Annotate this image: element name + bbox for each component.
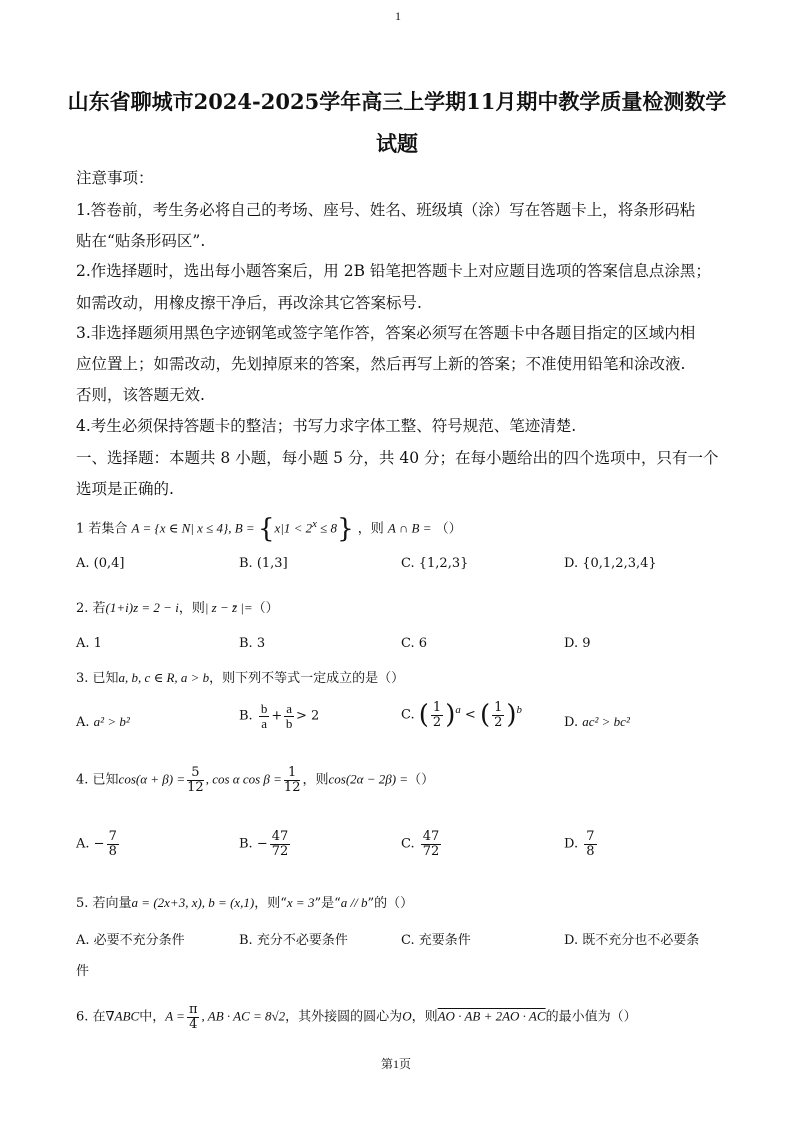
frac-den: b — [285, 715, 293, 731]
q3-cond: a, b, c ∈ R, a > b — [118, 670, 210, 685]
q3-frac-b-a — [259, 702, 270, 730]
paren-open: ( — [479, 700, 491, 730]
frac-num: 1 — [284, 766, 301, 781]
q1-option-a[interactable]: A. (0,4] — [76, 556, 125, 571]
q4-opt-b-frac — [270, 830, 291, 858]
q3-prefix: 3. 已知 — [76, 671, 119, 686]
q4-option-d[interactable] — [564, 830, 599, 858]
q1-brace-close: } — [337, 514, 354, 544]
frac-num: 7 — [586, 829, 595, 844]
q3-exp-b: b — [516, 704, 522, 717]
q6-dot: , AB · AC = 8√2 — [201, 1008, 286, 1024]
q3-opt-d-label: D. — [564, 715, 579, 730]
q3-option-c[interactable]: C. ( $\frac{1}{2}$ )$^a$ < ( $\frac{1}{2}$ )$^b$ — [401, 699, 522, 730]
note-4: 4.考生必须保持答题卡的整洁；书写力求字体工整、符号规范、笔迹清楚. — [76, 417, 577, 435]
q1-then: ，则 — [357, 521, 384, 537]
q5-mid: ，则“ — [254, 896, 287, 911]
q3-exp-a: a — [455, 704, 461, 717]
note-2b: 如需改动，用橡皮擦干净后，再改涂其它答案标号. — [76, 294, 422, 312]
paren-close: ) — [506, 700, 517, 730]
q6-A: A = — [165, 1008, 185, 1024]
q4-opt-d-frac — [584, 830, 596, 858]
section-heading: 一、选择题：本题共 8 小题，每小题 5 分，共 40 分；在每小题给出的四个选项中，只有一个 — [76, 449, 719, 467]
q4-target: cos(2α − 2β) = — [328, 771, 409, 787]
q4-opt-a-frac — [107, 830, 119, 858]
q6-text: ，其外接圆的圆心为 — [285, 1009, 403, 1025]
q4-cos2: , cos α cos β = — [205, 771, 282, 787]
q2-paren: （） — [252, 601, 279, 616]
frac-den: 12 — [187, 779, 204, 795]
q1-option-b[interactable]: B. (1,3] — [239, 556, 288, 571]
q3-opt-b-tail: > 2 — [296, 708, 320, 724]
q1-exp: x — [312, 518, 317, 531]
q1-setA: A = {x ∈ N| x ≤ 4}, B = — [131, 520, 258, 536]
q2-option-d[interactable]: D. 9 — [564, 636, 591, 651]
q4-then: ，则 — [302, 772, 329, 788]
q1-paren: （） — [435, 521, 462, 537]
q6-then: ，则 — [411, 1009, 438, 1025]
frac-den: 2 — [494, 714, 503, 730]
q3-option-a[interactable] — [76, 714, 130, 730]
q5-parallel: a // b — [340, 895, 368, 910]
frac-num: 5 — [187, 766, 204, 781]
q1-brace-open: { — [257, 514, 275, 544]
q4-option-a[interactable] — [76, 830, 121, 858]
q3-opt-d-expr: ac² > bc² — [582, 714, 630, 729]
q4-cos1: cos(α + β) = — [118, 771, 186, 787]
frac-num: 1 — [494, 699, 503, 715]
note-1b: 贴在“贴条形码区”. — [76, 232, 206, 250]
q5-vec: a = (2x+3, x), b = (x,1) — [131, 895, 255, 910]
note-1a: 1.答卷前，考生务必将自己的考场、座号、姓名、班级填（涂）写在答题卡上，将条形码粘 — [76, 201, 696, 219]
q6-pi-frac — [187, 1003, 200, 1031]
question-4 — [76, 766, 434, 794]
frac-den: 8 — [108, 843, 117, 859]
note-3a: 3.非选择题须用黑色字迹钢笔或签字笔作答，答案必须写在答题卡中各题目指定的区域内相 — [76, 324, 696, 342]
q5-option-b[interactable]: B. 充分不必要条件 — [239, 933, 348, 948]
q2-abs: | z − z̄ |= — [204, 600, 253, 615]
q3-opt-a-expr: a² > b² — [93, 714, 130, 729]
frac-den: 4 — [189, 1016, 198, 1032]
q1-prefix: 1 若集合 — [76, 521, 128, 537]
q4-prefix: 4. 已知 — [76, 772, 119, 788]
q4-opt-c-label: C. — [401, 836, 415, 852]
q5-option-a[interactable]: A. 必要不充分条件 — [76, 933, 185, 948]
q3-opt-a-label: A. — [76, 715, 90, 730]
q6-O: O — [402, 1008, 412, 1024]
q2-option-b[interactable]: B. 3 — [239, 636, 266, 651]
question-5 — [76, 892, 413, 911]
frac-num: 1 — [432, 699, 442, 715]
frac-num: π — [188, 1002, 198, 1017]
section-heading-line2: 选项是正确的. — [76, 480, 174, 498]
frac-num: b — [260, 701, 268, 716]
q1-setB-tail: ≤ 8 — [316, 520, 338, 536]
q4-opt-a-label: A. — [76, 836, 90, 852]
q5-prefix: 5. 若向量 — [76, 896, 132, 911]
q3-text: ，则下列不等式一定成立的是（） — [209, 671, 405, 686]
frac-den: 12 — [283, 779, 301, 795]
frac-den: 2 — [432, 714, 442, 730]
paren-close: ) — [445, 700, 456, 730]
q4-option-c[interactable] — [401, 830, 443, 858]
q5-mid2: ”是“ — [314, 896, 341, 911]
q2-then: ，则 — [178, 601, 205, 616]
q3-half-1 — [431, 701, 443, 729]
q3-frac-a-b — [284, 702, 294, 730]
q3-opt-b-label: B. — [239, 708, 253, 724]
frac-den: 72 — [271, 843, 289, 859]
frac-den: 72 — [422, 843, 440, 859]
note-2a: 2.作选择题时，选出每小题答案后，用 2B 铅笔把答题卡上对应题目选项的答案信息点涂黑； — [76, 262, 711, 280]
question-6 — [76, 1003, 637, 1031]
page-title: 山东省聊城市2024-2025学年高三上学期11月期中教学质量检测数学 — [67, 89, 727, 114]
q1-option-c[interactable]: C. {1,2,3} — [401, 556, 469, 571]
q4-paren: （） — [408, 772, 435, 788]
frac-num: 7 — [108, 829, 117, 844]
frac-den: a — [261, 715, 267, 731]
q4-opt-b-label: B. — [239, 836, 253, 852]
q4-frac1 — [187, 766, 204, 794]
q5-option-c[interactable]: C. 充要条件 — [401, 933, 471, 948]
q3-option-b[interactable]: B. $\frac{b}{a}$ + $\frac{a}{b}$ > 2 — [239, 701, 320, 731]
notes-heading: 注意事项： — [76, 169, 154, 187]
q6-expr: AO · AB + 2AO · AC — [437, 1008, 546, 1024]
q6-tail: 的最小值为（） — [545, 1009, 637, 1025]
frac-num: 47 — [422, 829, 440, 844]
q3-option-d[interactable] — [564, 714, 630, 730]
q5-option-d-wrap: 件 — [76, 964, 90, 979]
footer-page-number: 第1页 — [381, 1057, 412, 1071]
frac-den: 8 — [586, 843, 595, 859]
q2-option-c[interactable]: C. 6 — [401, 636, 428, 651]
q1-option-d[interactable]: D. {0,1,2,3,4} — [564, 556, 657, 571]
minus-sign: − — [256, 836, 268, 852]
q4-option-b[interactable] — [239, 830, 292, 858]
paren-open: ( — [418, 700, 429, 730]
q5-tail: ”的（） — [367, 896, 414, 911]
q4-opt-c-frac — [421, 830, 442, 858]
frac-num: 47 — [271, 829, 289, 844]
q3-opt-c-label: C. — [401, 707, 415, 723]
q4-frac2 — [284, 766, 301, 794]
question-2 — [76, 597, 279, 616]
q6-prefix: 6. 在∇ — [76, 1009, 115, 1025]
question-1 — [76, 514, 462, 544]
note-3b: 应位置上；如需改动，先划掉原来的答案，然后再写上新的答案；不准使用铅笔和涂改液. — [76, 355, 686, 373]
q5-cond: x = 3 — [286, 895, 315, 910]
header-page-number: 1 — [395, 9, 401, 23]
q5-option-d[interactable]: D. 既不充分也不必要条 — [564, 933, 700, 948]
q6-mid: 中， — [139, 1009, 166, 1025]
q2-expr: (1+i)z = 2 − i — [105, 600, 179, 615]
minus-sign: − — [93, 836, 105, 852]
page-title-line2: 试题 — [376, 131, 418, 156]
question-3 — [76, 667, 404, 686]
frac-num: a — [286, 701, 293, 716]
note-3c: 否则，该答题无效. — [76, 386, 205, 404]
q6-abc: ABC — [114, 1008, 140, 1024]
q1-setB: x|1 < 2 — [274, 520, 313, 536]
q2-prefix: 2. 若 — [76, 601, 106, 616]
q1-intersection: A ∩ B = — [387, 520, 432, 536]
q2-option-a[interactable]: A. 1 — [76, 636, 102, 651]
q3-half-2 — [492, 701, 504, 729]
q4-opt-d-label: D. — [564, 836, 579, 852]
